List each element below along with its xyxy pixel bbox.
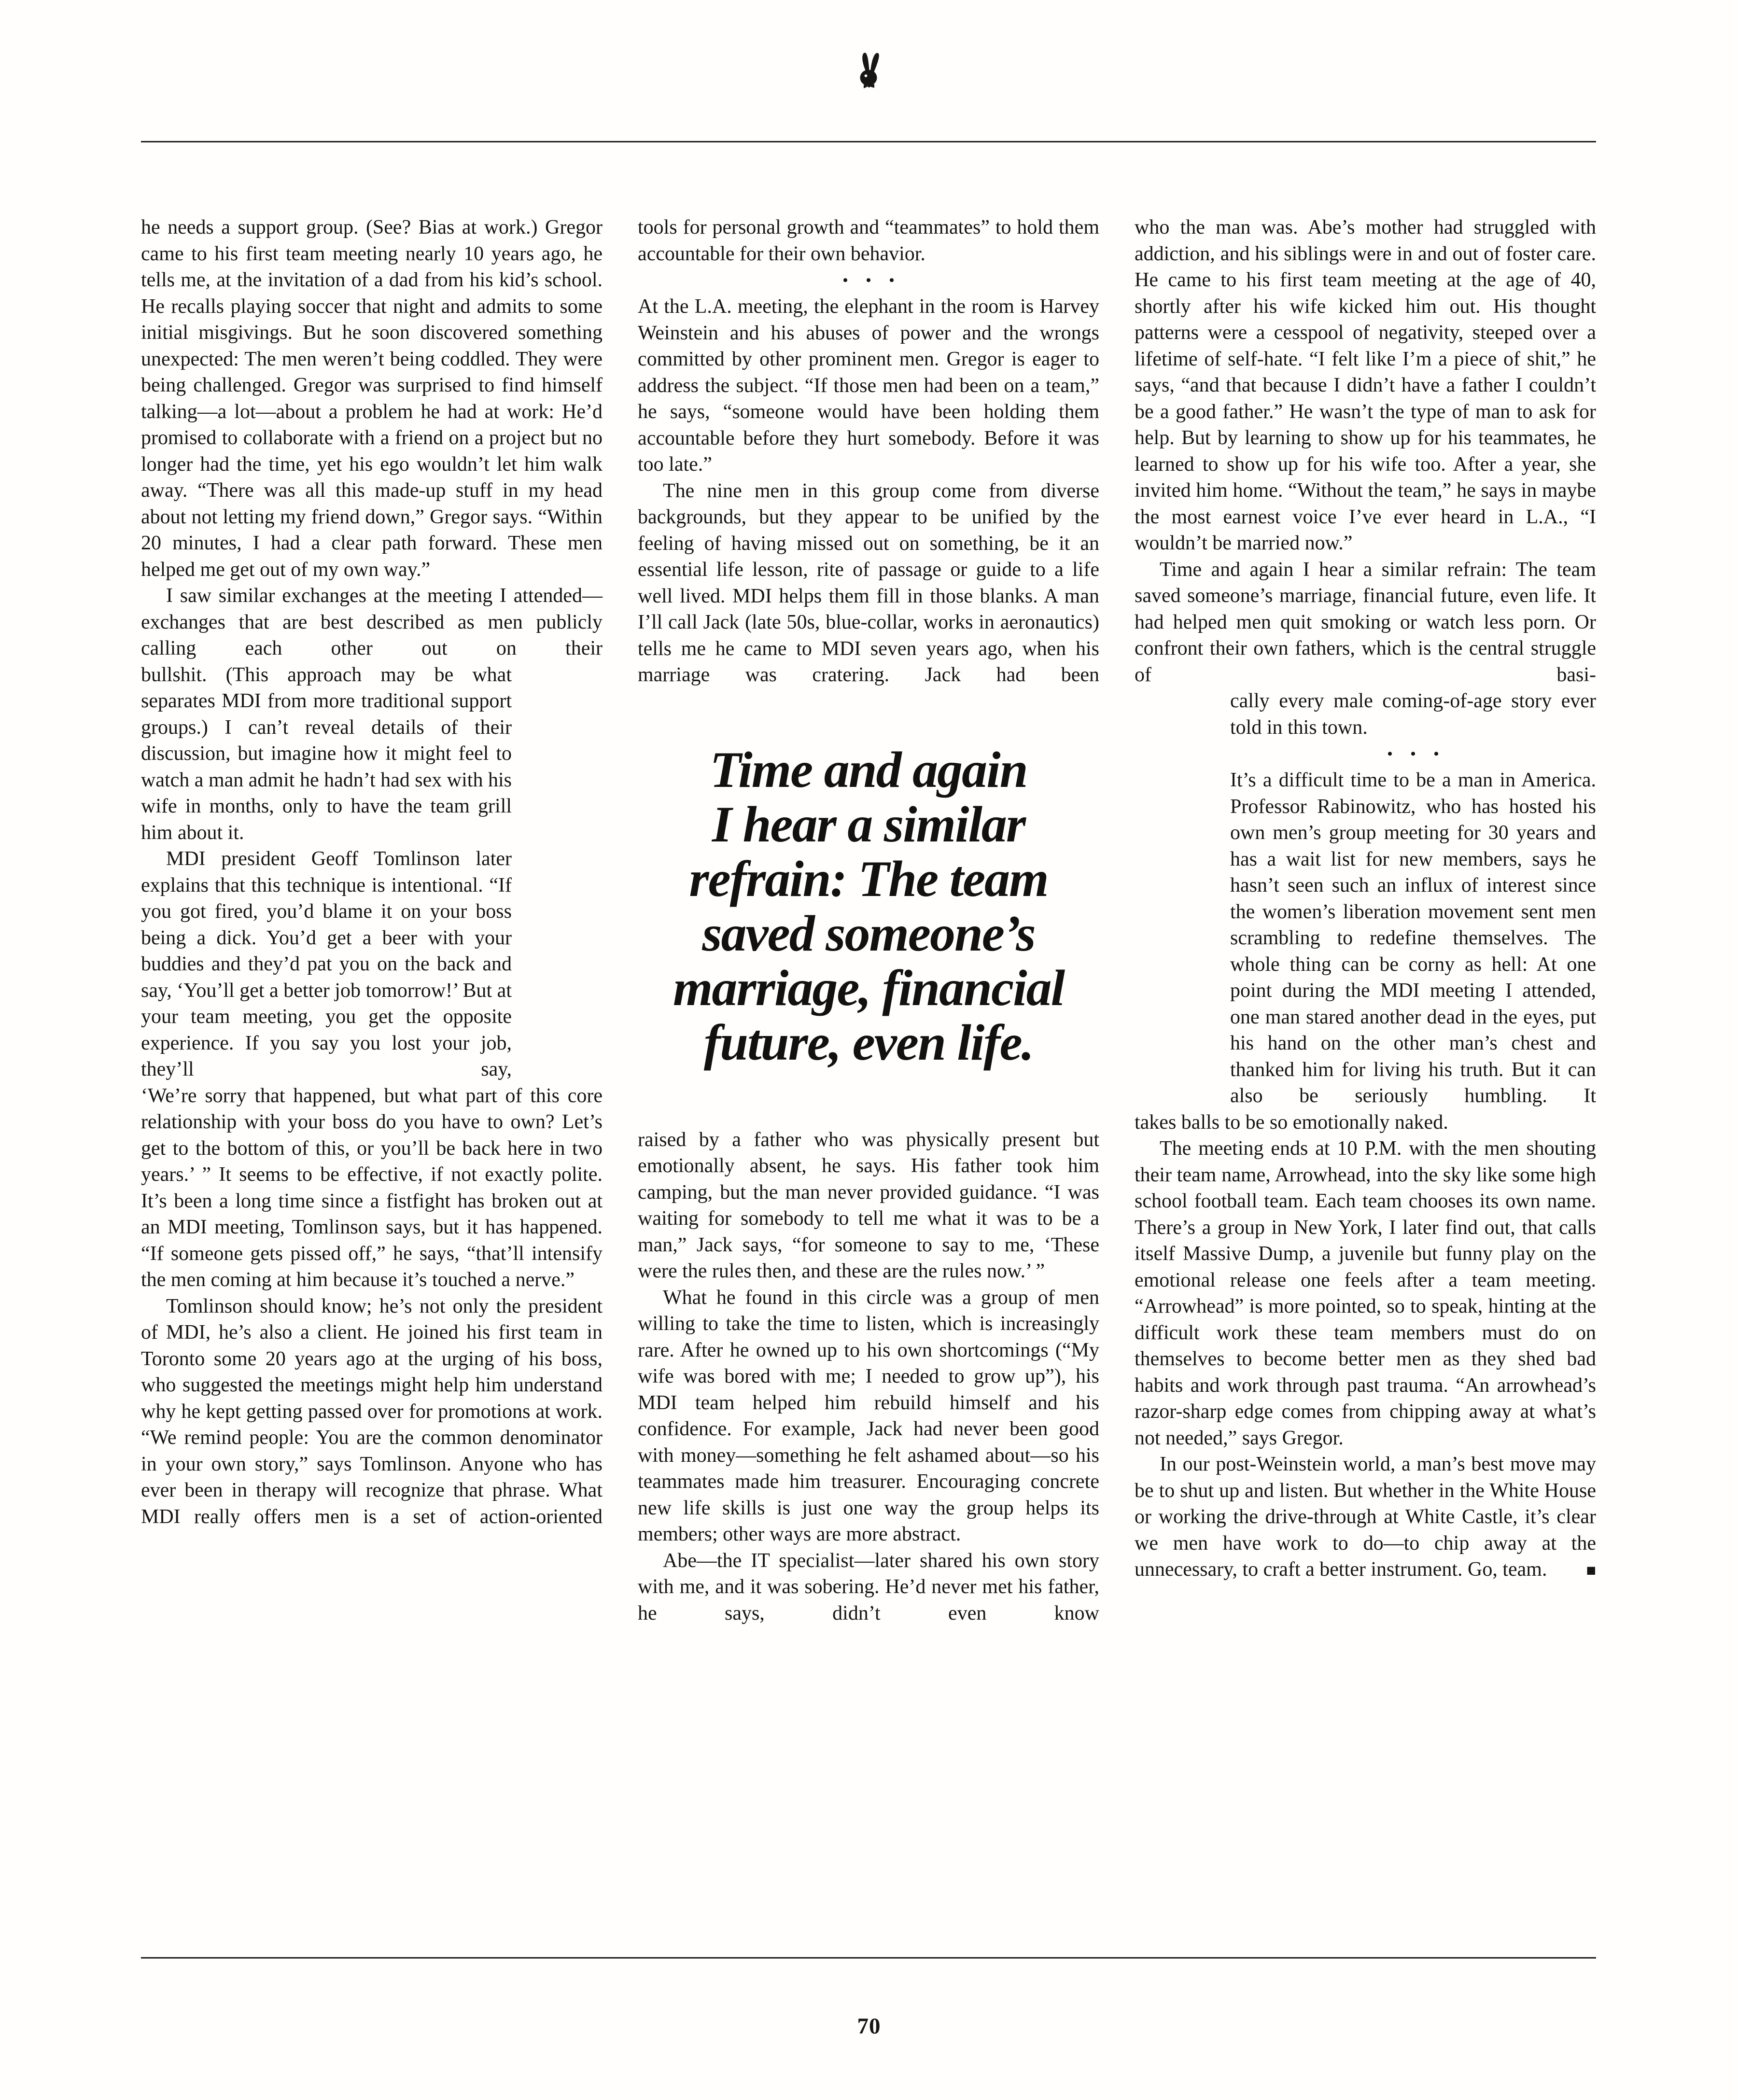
- article-body: [141, 214, 1596, 1626]
- column-3-wrap-block: [1230, 688, 1596, 1109]
- column-3-bottom-block: [1135, 1109, 1596, 1583]
- column-1-bottom-block: [141, 1083, 603, 1530]
- article-paragraph: It’s a difficult time to be a man in America. Professor Rabinowitz, who has hosted his own men’s group meeting for 30 years and has a wait list for new members, says he hasn’t seen such an influx of interest since the women’s liberation movement sent men scrambling to redefine themselves. The whole thing can be corny as hell: At one point during the MDI meeting I attended, one man stared another dead in the eyes, put his hand on the other man’s chest and thanked him for living his truth. But it can also be seriously humbling. It: [1230, 769, 1596, 1107]
- column-1-wrap-block: [141, 662, 512, 1083]
- article-paragraph: bullshit. (This approach may be what separates MDI from more traditional support groups.) I can’t reveal details of their discussion, but imagine how it might feel to watch a man admit he hadn’t had sex with his wife in months, only to have the team grill him about it.: [141, 663, 512, 844]
- column-1: [141, 214, 603, 1626]
- article-paragraph: MDI president Geoff Tomlinson later explains that this technique is intentional. “If you got fired, you’d blame it on your boss being a dick. You’d get a beer with your buddies and they’d pat you on the back and say, ‘You’ll get a better job tomorrow!’ But at your team meeting, you get the opposite experience. If you say you lost your job, they’ll say,: [141, 848, 512, 1080]
- pull-quote-line: Time and again: [710, 741, 1027, 798]
- article-paragraph: who the man was. Abe’s mother had struggled with addiction, and his siblings were in and out of foster care. He came to his first team meeting at the age of 40, shortly after his wife kicked him out. His thought patterns were a cesspool of negativity, steeped over a lifetime of self-hate. “I felt like I’m a piece of shit,” he says, “and that because I didn’t have a father I couldn’t be a good father.” He wasn’t the type of man to ask for help. But by learning to show up for his teammates, he learned to show up for his wife too. After a year, she invited him home. “Without the team,” he says in maybe the most earnest voice I’ve ever heard in L.A., “I wouldn’t be married now.”: [1135, 216, 1596, 554]
- article-paragraph: At the L.A. meeting, the elephant in the room is Harvey Weinstein and his abuses of power and the wrongs committed by other prominent men. Gregor is eager to address the subject. “If those men had been on a team,” he says, “someone would have been holding them accountable before they hurt somebody. Before it was too late.”: [638, 295, 1099, 476]
- article-paragraph: Tomlinson should know; he’s not only the president of MDI, he’s also a client. He joined his first team in Toronto some 20 years ago at the urging of his boss, who suggested the meetings might help him understand why he kept getting passed over for promotions at work. “We remind people: You are the common denominator in your own story,” says Tomlinson. Anyone who has ever been in therapy will recognize that phrase. What MDI really offers men is a set of action-oriented: [141, 1295, 603, 1528]
- article-paragraph: he needs a support group. (See? Bias at work.) Gregor came to his first team meeting nearly 10 years ago, he tells me, at the invitation of a dad from his kid’s school. He recalls playing soccer that night and admits to some initial misgivings. But he soon discovered something unexpected: The men weren’t being coddled. They were being challenged. Gregor was surprised to find himself talking—a lot—about a problem he had at work: He’d promised to collaborate with a friend on a project but no longer had the time, yet his ego wouldn’t let him walk away. “There was all this made-up stuff in my head about not letting my friend down,” Gregor says. “Within 20 minutes, I had a clear path forward. These men helped me get out of my own way.”: [141, 216, 603, 581]
- pull-quote-line: future, even life.: [703, 1014, 1034, 1071]
- article-paragraph: The meeting ends at 10 P.M. with the men shouting their team name, Arrowhead, into the sky like some high school football team. Each team chooses its own name. There’s a group in New York, I later find out, that calls itself Massive Dump, a juvenile but funny play on the emotional release one feels after a team meeting. “Arrowhead” is more pointed, so to speak, hinting at the difficult work these team members must do on themselves to become better men as they shed bad habits and work through past trauma. “An arrowhead’s razor-sharp edge comes from chipping away at what’s not needed,” says Gregor.: [1135, 1137, 1596, 1449]
- section-break: • • •: [1387, 746, 1439, 762]
- article-paragraph: tools for personal growth and “teammates” to hold them accountable for their own behavior.: [638, 216, 1099, 265]
- pull-quote-line: refrain: The team: [689, 850, 1048, 907]
- article-paragraph: Abe—the IT specialist—later shared his own story with me, and it was sobering. He’d never met his father, he says, didn’t even know: [638, 1549, 1099, 1624]
- article-paragraph: Time and again I hear a similar refrain: The team saved someone’s marriage, financial future, even life. It had helped men quit smoking or watch less porn. Or confront their own fathers, which is the central struggle of basi-: [1135, 558, 1596, 686]
- article-paragraph: What he found in this circle was a group of men willing to take the time to listen, which is increasingly rare. After he owned up to his own shortcomings (“My wife was bored with me; I needed to grow up”), his MDI team helped him rebuild himself and his confidence. For example, Jack had never been good with money—something he felt ashamed about—so his teammates made him treasurer. Encouraging concrete new life skills is just one way the group helps its members; other ways are more abstract.: [638, 1286, 1099, 1545]
- article-paragraph: raised by a father who was physically present but emotionally absent, he says. His father took him camping, but the man never provided guidance. “I was waiting for somebody to tell me what it was to be a man,” Jack says, “for someone to say to me, ‘These were the rules then, and these are the rules now.’ ”: [638, 1128, 1099, 1282]
- section-break: • • •: [842, 272, 895, 288]
- pull-quote-line: marriage, financial: [673, 959, 1065, 1016]
- top-rule: [141, 141, 1596, 142]
- pull-quote-line: I hear a similar: [712, 796, 1025, 853]
- page-number: 70: [857, 2014, 881, 2039]
- article-paragraph: takes balls to be so emotionally naked.: [1135, 1111, 1448, 1134]
- article-paragraph: ‘We’re sorry that happened, but what part of this core relationship with your boss do you have to own? Let’s get to the bottom of this, or you’ll be back here in two years.’ ” It seems to be effective, if not exactly polite. It’s been a long time since a fistfight has broken out at an MDI meeting, Tomlinson says, but it has happened. “If someone gets pissed off,” he says, “that’ll intensify the men coming at him because it’s touched a nerve.”: [141, 1084, 603, 1291]
- column-2-bottom-block: [638, 1127, 1099, 1627]
- column-1-top-block: [141, 214, 603, 662]
- column-2-top-block: [638, 214, 1099, 688]
- article-paragraph: cally every male coming-of-age story ever told in this town.: [1230, 690, 1596, 739]
- article-paragraph: The nine men in this group come from diverse backgrounds, but they appear to be unified by the feeling of having missed out on something, be it an essential life lesson, rite of passage or guide to a life well lived. MDI helps them fill in those blanks. A man I’ll call Jack (late 50s, blue-collar, works in aeronautics) tells me he came to MDI seven years ago, when his marriage was cratering. Jack had been: [638, 479, 1099, 686]
- pull-quote-line: saved someone’s: [702, 905, 1035, 962]
- bottom-rule: [141, 1957, 1596, 1959]
- article-paragraph: I saw similar exchanges at the meeting I attended—exchanges that are best described as men publicly calling each other out on their: [141, 585, 603, 659]
- article-paragraph: [1135, 1451, 1596, 1583]
- article-paragraph-text: In our post-Weinstein world, a man’s best move may be to shut up and listen. But whether in the White House or working the drive-through at White Castle, it’s clear we men have work to do—to chip away at the unnecessary, to craft a better instrument. Go, team.: [1135, 1453, 1596, 1581]
- column-3-top-block: [1135, 214, 1596, 688]
- end-of-article-mark: ■: [1586, 1561, 1596, 1580]
- playboy-bunny-logo: [855, 51, 883, 91]
- column-3: [1135, 214, 1596, 1626]
- pull-quote: [589, 742, 1148, 1070]
- column-2: [638, 214, 1099, 1626]
